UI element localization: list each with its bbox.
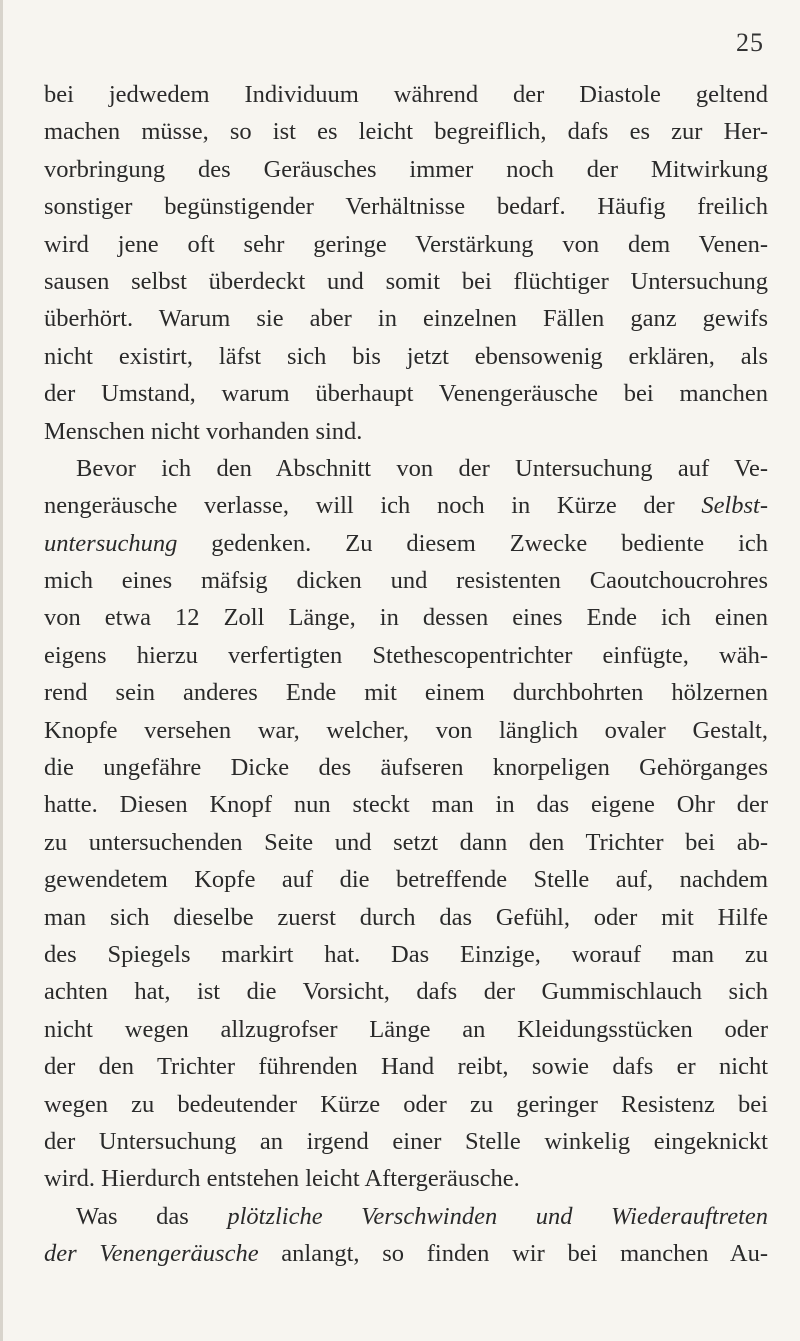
text-run: rend sein anderes Ende mit einem durchbohrten hölzernen bbox=[44, 679, 768, 707]
text-run: Menschen nicht vorhanden sind. bbox=[44, 417, 363, 445]
text-run: nicht wegen allzugrofser Länge an Kleidungsstücken oder bbox=[44, 1015, 768, 1043]
italic-text: untersuchung bbox=[44, 529, 178, 557]
text-line bbox=[44, 1160, 768, 1197]
text-line bbox=[44, 338, 768, 375]
text-line bbox=[44, 487, 768, 524]
text-line bbox=[44, 973, 768, 1010]
text-run: die ungefähre Dicke des äufseren knorpeligen Gehörganges bbox=[44, 754, 768, 782]
text-line bbox=[44, 936, 768, 973]
text-run: der Untersuchung an irgend einer Stelle winkelig eingeknickt bbox=[44, 1127, 768, 1155]
text-run: des Spiegels markirt hat. Das Einzige, worauf man zu bbox=[44, 940, 768, 968]
text-line bbox=[44, 1048, 768, 1085]
text-line bbox=[44, 1086, 768, 1123]
text-line bbox=[44, 375, 768, 412]
text-line bbox=[44, 637, 768, 674]
page-edge bbox=[0, 0, 3, 1341]
text-run: Bevor ich den Abschnitt von der Untersuchung auf Ve- bbox=[76, 454, 768, 482]
text-run: der Umstand, warum überhaupt Venengeräusche bei manchen bbox=[44, 380, 768, 408]
text-run: von etwa 12 Zoll Länge, in dessen eines Ende ich einen bbox=[44, 604, 768, 632]
text-line bbox=[44, 151, 768, 188]
text-run: gewendetem Kopfe auf die betreffende Stelle auf, nachdem bbox=[44, 866, 768, 894]
text-line bbox=[44, 861, 768, 898]
text-line bbox=[44, 226, 768, 263]
text-line bbox=[44, 413, 768, 450]
text-line bbox=[44, 674, 768, 711]
text-run: anlangt, so finden wir bei manchen Au- bbox=[258, 1240, 768, 1268]
text-run: nicht existirt, läfst sich bis jetzt ebensowenig erklären, als bbox=[44, 342, 768, 370]
text-line bbox=[44, 1123, 768, 1160]
text-line bbox=[44, 113, 768, 150]
text-run: gedenken. Zu diesem Zwecke bediente ich bbox=[177, 529, 768, 557]
text-line bbox=[44, 599, 768, 636]
text-line bbox=[44, 899, 768, 936]
text-run: Knopfe versehen war, welcher, von länglich ovaler Gestalt, bbox=[44, 716, 768, 744]
text-run: wegen zu bedeutender Kürze oder zu geringer Resistenz bei bbox=[44, 1090, 768, 1118]
text-line bbox=[44, 300, 768, 337]
text-run: wird jene oft sehr geringe Verstärkung von dem Venen- bbox=[44, 230, 768, 258]
text-run: hatte. Diesen Knopf nun steckt man in das eigene Ohr der bbox=[44, 791, 768, 819]
page-number: 25 bbox=[736, 28, 764, 57]
text-line bbox=[44, 824, 768, 861]
text-run: achten hat, ist die Vorsicht, dafs der Gummischlauch sich bbox=[44, 978, 768, 1006]
text-line bbox=[44, 786, 768, 823]
italic-text: plötzliche Verschwinden und Wiederauftreten bbox=[227, 1202, 768, 1230]
text-line bbox=[44, 1235, 768, 1272]
body-text bbox=[44, 76, 768, 1273]
text-run: wird. Hierdurch entstehen leicht Aftergeräusche. bbox=[44, 1165, 520, 1193]
text-run: der den Trichter führenden Hand reibt, sowie dafs er nicht bbox=[44, 1053, 768, 1081]
text-run: sausen selbst überdeckt und somit bei flüchtiger Untersuchung bbox=[44, 267, 768, 295]
text-line bbox=[44, 1198, 768, 1235]
text-line bbox=[44, 188, 768, 225]
italic-text: der Venengeräusche bbox=[44, 1240, 259, 1268]
text-line bbox=[44, 562, 768, 599]
text-run: sonstiger begünstigender Verhältnisse bedarf. Häufig freilich bbox=[44, 193, 768, 221]
text-run: überhört. Warum sie aber in einzelnen Fällen ganz gewifs bbox=[44, 305, 768, 333]
text-line bbox=[44, 76, 768, 113]
text-run: bei jedwedem Individuum während der Diastole geltend bbox=[44, 81, 768, 108]
text-line bbox=[44, 525, 768, 562]
text-run: nengeräusche verlasse, will ich noch in Kürze der bbox=[44, 492, 702, 520]
text-run: Was das bbox=[76, 1202, 228, 1230]
text-line bbox=[44, 712, 768, 749]
text-run: machen müsse, so ist es leicht begreiflich, dafs es zur Her- bbox=[44, 118, 768, 146]
text-run: man sich dieselbe zuerst durch das Gefühl, oder mit Hilfe bbox=[44, 903, 768, 931]
text-line bbox=[44, 749, 768, 786]
text-run: mich eines mäfsig dicken und resistenten Caoutchoucrohres bbox=[44, 567, 768, 595]
italic-text: Selbst- bbox=[701, 492, 768, 520]
text-run: vorbringung des Geräusches immer noch der Mitwirkung bbox=[44, 155, 768, 183]
text-line bbox=[44, 1011, 768, 1048]
text-line bbox=[44, 263, 768, 300]
text-line bbox=[44, 450, 768, 487]
text-run: zu untersuchenden Seite und setzt dann den Trichter bei ab- bbox=[44, 828, 768, 856]
text-run: eigens hierzu verfertigten Stethescopentrichter einfügte, wäh- bbox=[44, 641, 768, 669]
